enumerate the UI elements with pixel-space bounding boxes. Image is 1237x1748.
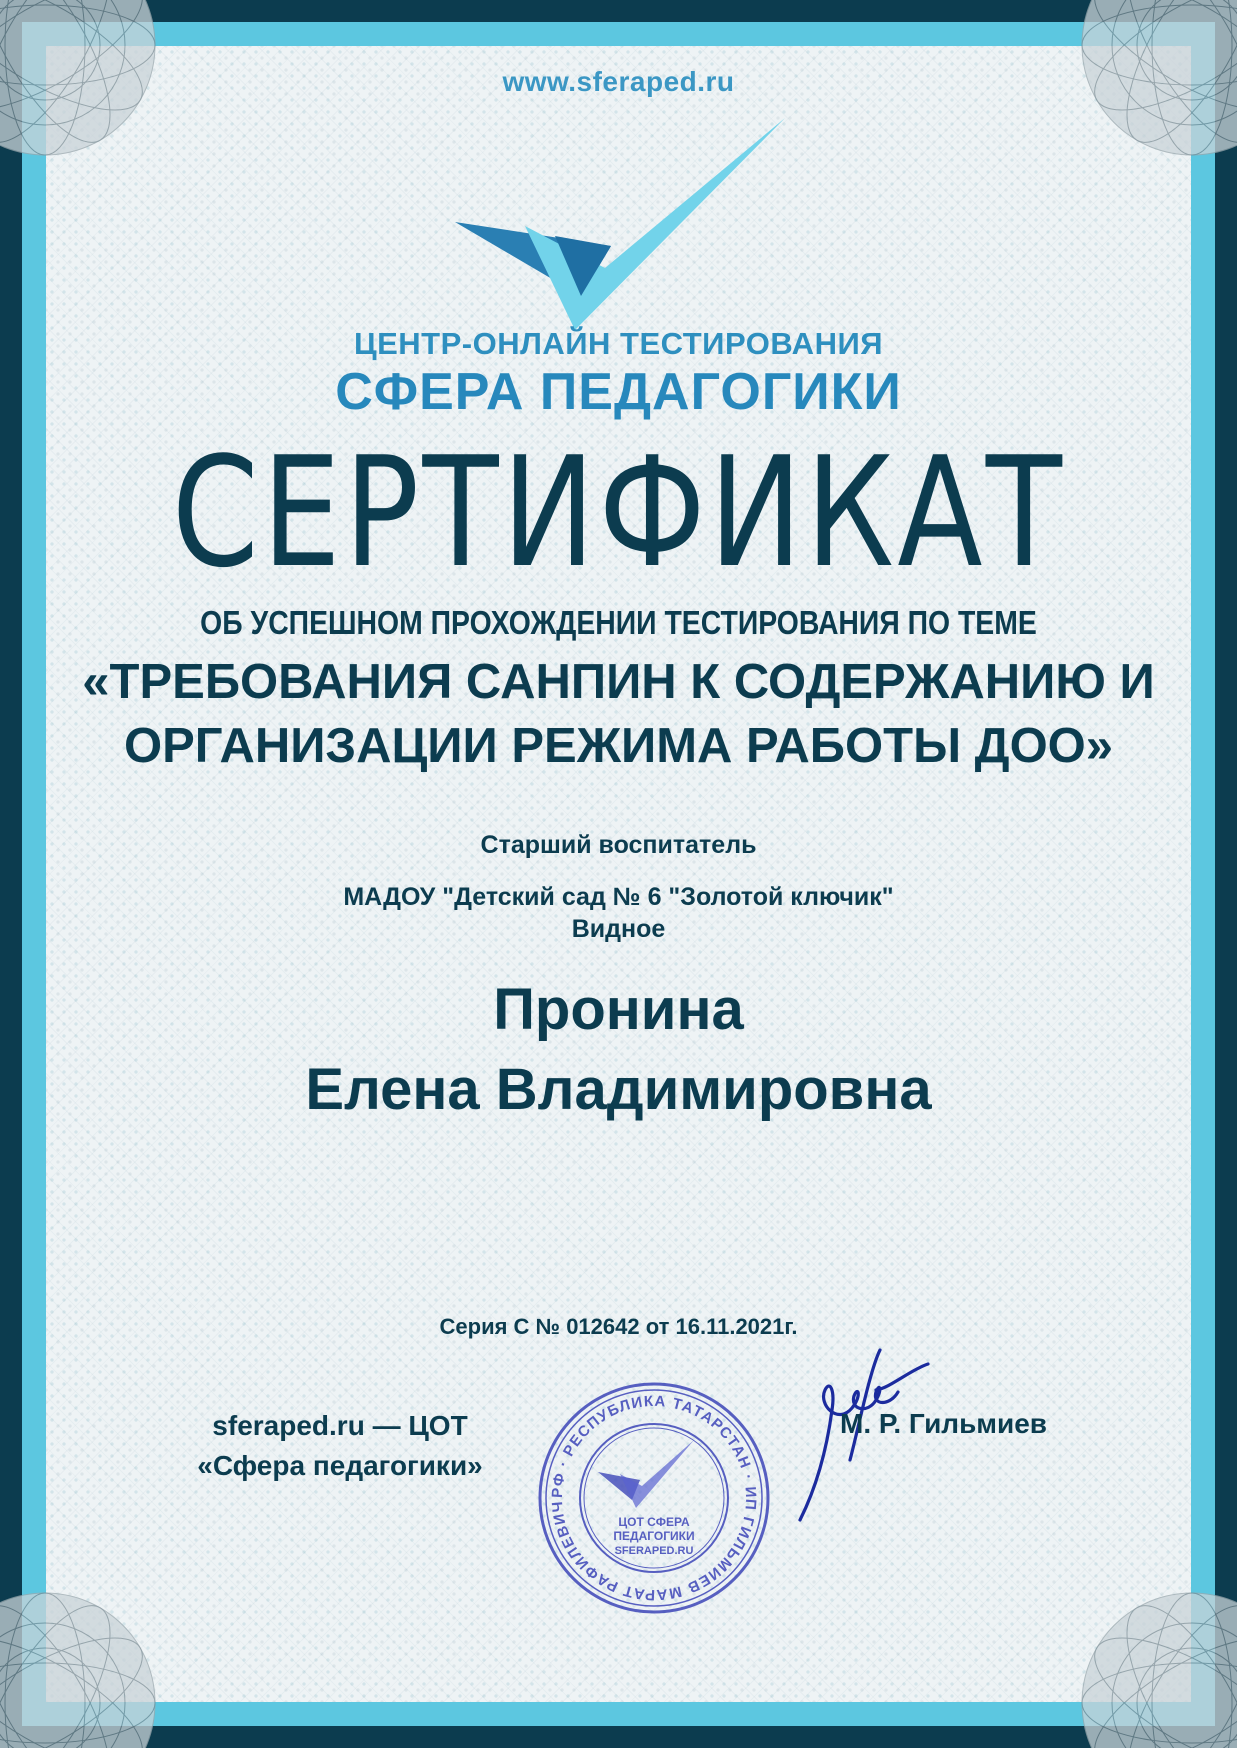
svg-text:ЦОТ СФЕРА: ЦОТ СФЕРА — [618, 1515, 690, 1529]
footer-org-line2: «Сфера педагогики» — [197, 1450, 483, 1481]
recipient-city: Видное — [571, 915, 666, 943]
recipient-surname: Пронина — [493, 977, 744, 1042]
certificate-series-number: Серия С № 012642 от 16.11.2021г. — [439, 1314, 798, 1339]
test-topic — [0, 650, 1237, 778]
signer-name: М. Р. Гильмиев — [840, 1408, 1048, 1439]
certificate-title: СЕРТИФИКАТ — [171, 424, 1066, 601]
organization-name-line1: ЦЕНТР-ОНЛАЙН ТЕСТИРОВАНИЯ — [353, 326, 884, 361]
recipient-position: Старший воспитатель — [480, 831, 757, 859]
test-topic-line2: ОРГАНИЗАЦИИ РЕЖИМА РАБОТЫ ДОО» — [123, 719, 1114, 773]
organization-name-line2: СФЕРА ПЕДАГОГИКИ — [335, 363, 902, 421]
test-topic-line1: «ТРЕБОВАНИЯ САНПИН К СОДЕРЖАНИЮ И — [82, 655, 1155, 709]
website-link[interactable]: www.sferaped.ru — [502, 66, 735, 97]
corner-ornament-bottom-left — [0, 1588, 160, 1748]
svg-text:SFERAPED.RU: SFERAPED.RU — [614, 1545, 694, 1557]
recipient-given-names: Елена Владимировна — [305, 1057, 932, 1122]
svg-text:ПЕДАГОГИКИ: ПЕДАГОГИКИ — [613, 1529, 695, 1543]
checkmark-logo-icon — [455, 118, 785, 330]
svg-text:РФ · РЕСПУБЛИКА ТАТАРСТАН · ИП: РФ · РЕСПУБЛИКА ТАТАРСТАН · ИП ГИЛЬМИЕВ МАРАТ РАФИЛЕВИЧ — [548, 1392, 760, 1604]
recipient-institution: МАДОУ "Детский сад № 6 "Золотой ключик" — [343, 883, 894, 911]
certificate-subtitle: ОБ УСПЕШНОМ ПРОХОЖДЕНИИ ТЕСТИРОВАНИЯ ПО ТЕМЕ — [200, 604, 1037, 641]
official-stamp — [536, 1380, 772, 1616]
corner-ornament-bottom-right — [1077, 1588, 1237, 1748]
footer-org-line1: sferaped.ru — ЦОТ — [212, 1410, 468, 1441]
footer-organization — [160, 1406, 520, 1486]
